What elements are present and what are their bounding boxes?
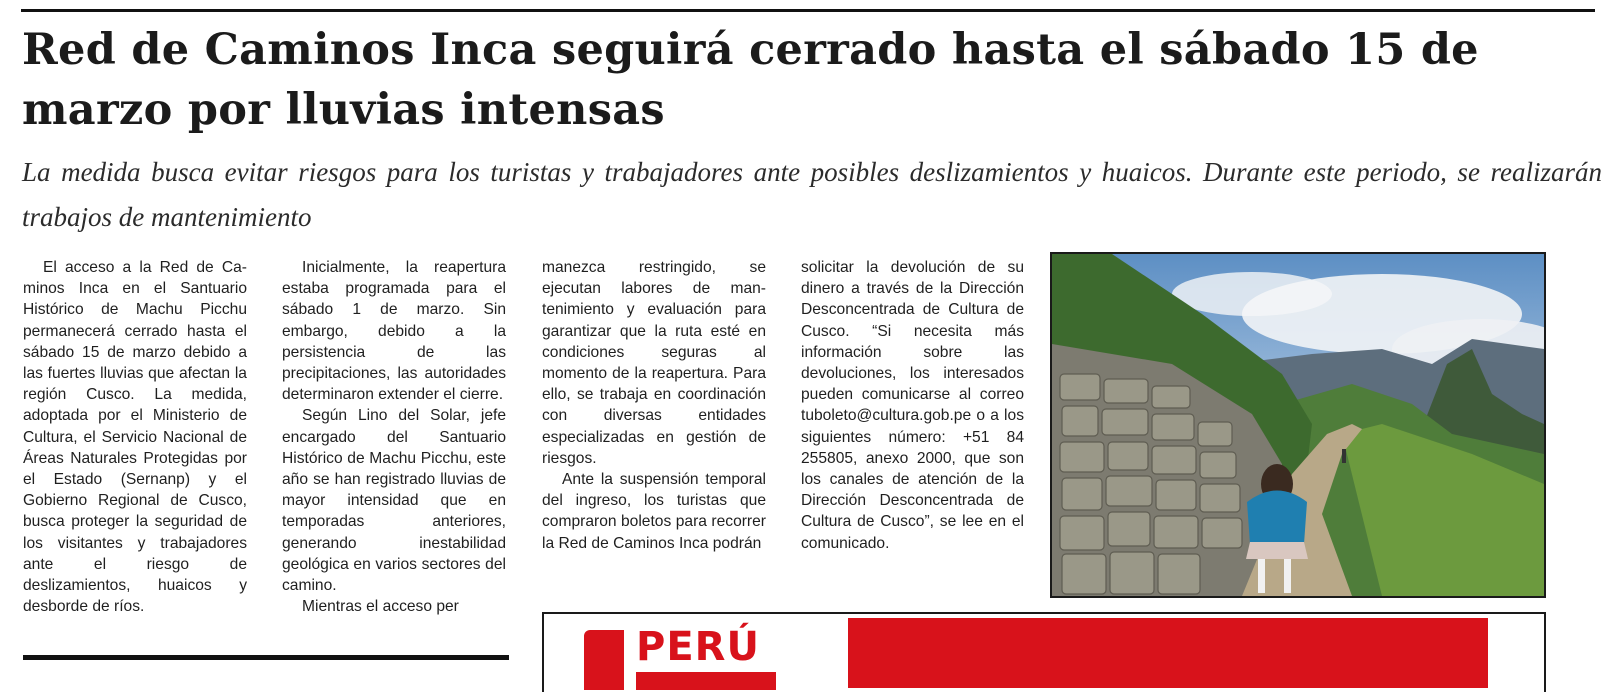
ad-banner (848, 618, 1488, 688)
section-rule (23, 655, 509, 660)
paragraph: Según Lino del Solar, jefe encargado del Santuario Histórico de Machu Picchu, este año se han registrado lluvias de mayor intensidad que en temporadas anteriores, generando inestabilidad geológica en varios sectores del camino. (282, 407, 506, 595)
paragraph: manezca restringido, se ejecutan labores de mantenimiento y evaluación para garantizar que la ruta esté en condiciones seguras al momento de la reapertura. Para ello, se trabaja en coordinación con diversas entidades especializadas en gestión de riesgos. (542, 259, 766, 467)
top-rule (21, 9, 1595, 12)
paragraph: solicitar la devolución de su dinero a través de la Dirección Desconcentrada de Cultura de Cusco. “Si necesita más información sobre las devoluciones, los interesados pueden comunicarse al correo tuboleto@cultura.gob.pe o a los siguientes número: +51 84 255805, anexo 2000, que son los canales de atención de la Dirección Desconcentrada de Cultura de Cusco”, se lee en el comunicado. (801, 259, 1024, 552)
paragraph: Ante la suspensión temporal del ingreso, los turistas que compraron boletos para recorrer la Red de Caminos Inca podrán (542, 471, 766, 552)
inca-trail-photo (1050, 252, 1546, 598)
subheadline: La medida busca evitar riesgos para los turistas y trabajadores ante posibles deslizamientos y huaicos. Durante este periodo, se realizarán trabajos de mantenimiento (22, 157, 1602, 232)
ad-logo-bar (636, 672, 776, 690)
headline: Red de Caminos Inca seguirá cerrado hasta el sábado 15 de marzo por lluvias intensas (22, 25, 1479, 135)
article-column-2 (282, 257, 506, 617)
article-column-4 (801, 257, 1024, 554)
article-column-3 (542, 257, 766, 554)
paragraph: El acceso a la Red de Caminos Inca en el Santuario Histórico de Machu Picchu permanecerá cerrado hasta el sábado 15 de marzo debido a las fuertes lluvias que afectan la región Cusco. La medida, adoptada por el Ministerio de Cultura, el Servicio Nacional de Áreas Naturales Protegidas por el Estado (Sernanp) y el Gobierno Regional de Cusco, busca proteger la seguridad de los visitantes y trabajadores ante el riesgo de deslizamientos, huaicos y desborde de ríos. (23, 259, 247, 616)
paragraph: Mientras el acceso per (302, 598, 459, 616)
peru-logo-icon (584, 630, 624, 690)
ad-logo-text: PERÚ (636, 624, 760, 670)
paragraph: Inicialmente, la reapertura estaba programada para el sábado 1 de marzo. Sin embargo, debido a la persistencia de las precipitaciones, las autoridades determinaron extender el cierre. (282, 259, 506, 404)
article-column-1 (23, 257, 247, 617)
